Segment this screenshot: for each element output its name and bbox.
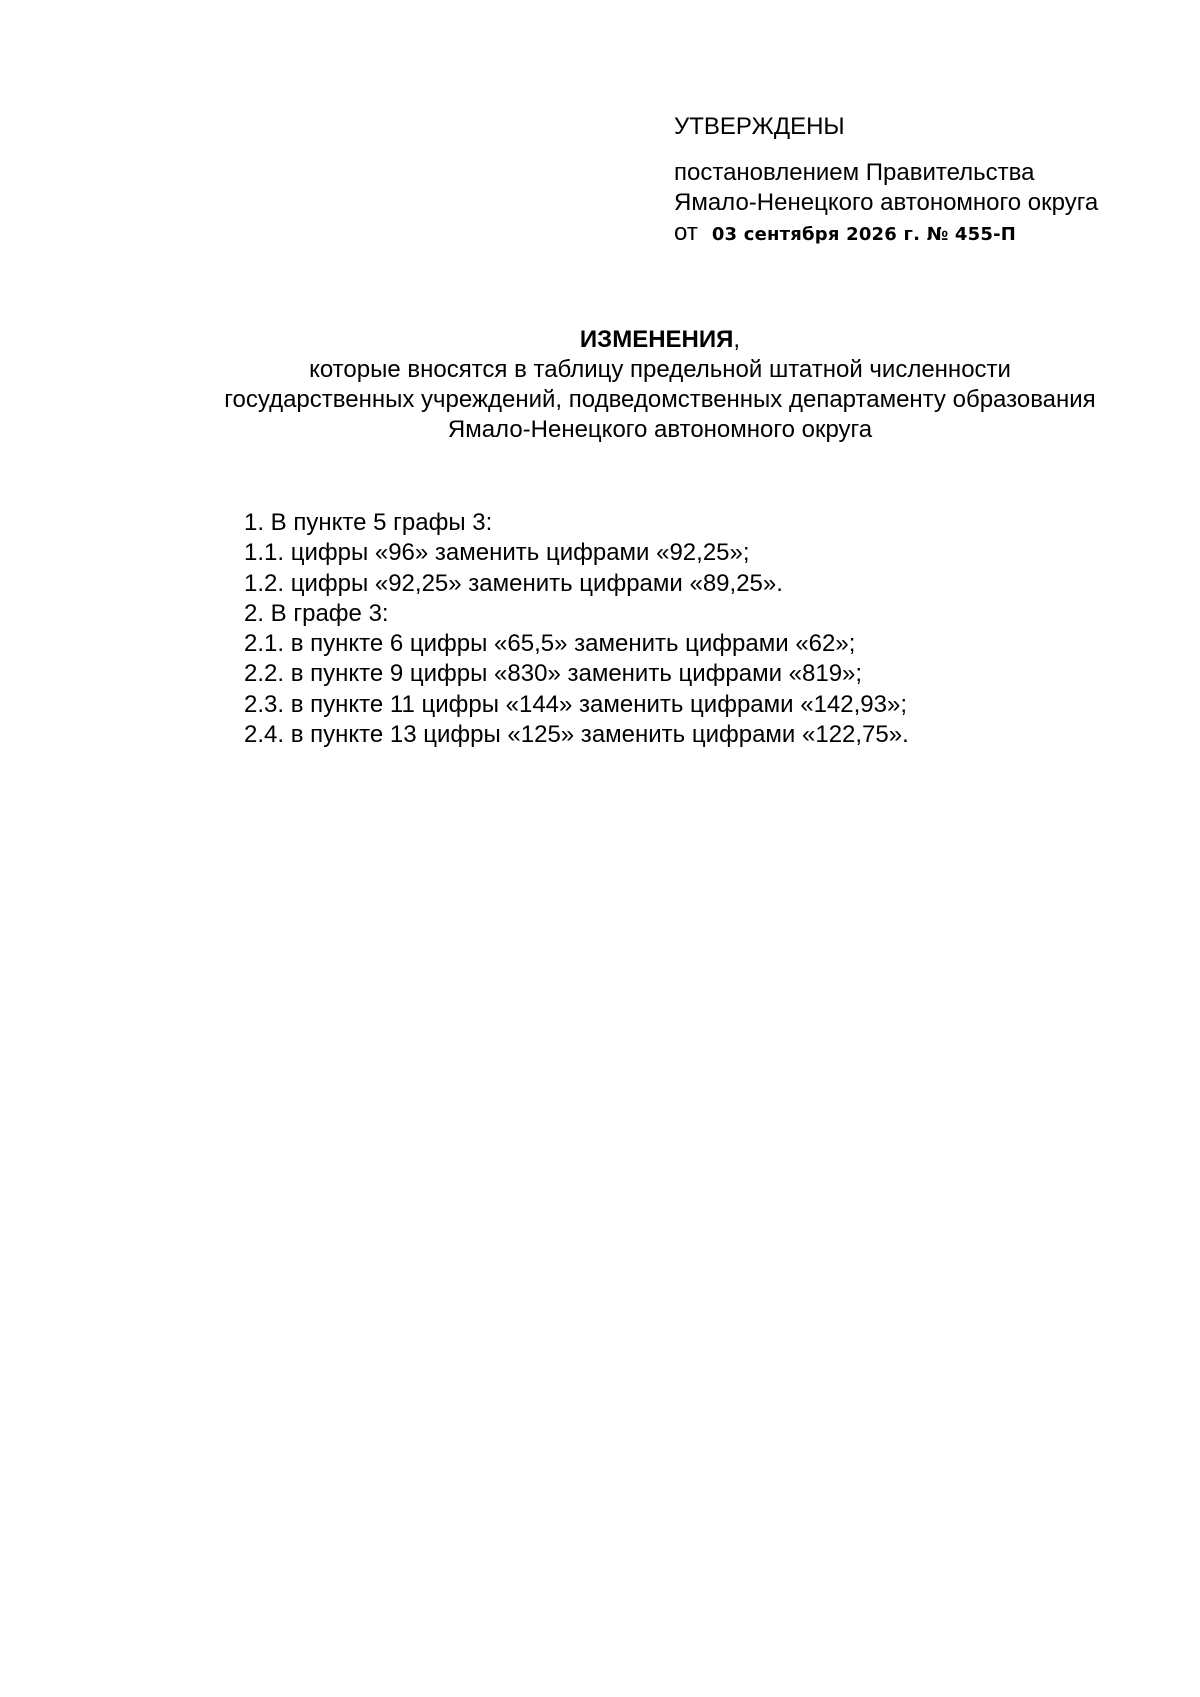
- approval-date-prefix: от: [674, 219, 698, 246]
- document-title: [0, 325, 1200, 355]
- amendment-item: 1.2. цифры «92,25» заменить цифрами «89,25».: [244, 569, 783, 597]
- amendment-item: 1. В пункте 5 графы 3:: [244, 509, 493, 536]
- approval-date-stamp: 03 сентября 2026 г. № 455-П: [711, 224, 1017, 245]
- approval-heading: УТВЕРЖДЕНЫ: [674, 113, 845, 140]
- approval-block: [674, 112, 1174, 250]
- amendment-item: 2. В графе 3:: [244, 599, 389, 627]
- amendment-item: 2.2. в пункте 9 цифры «830» заменить цифрами «819»;: [244, 660, 863, 688]
- amendment-item: 2.4. в пункте 13 цифры «125» заменить цифрами «122,75».: [244, 721, 909, 749]
- document-subtitle-line-2: государственных учреждений, подведомственных департаменту образования: [224, 386, 1096, 413]
- document-subtitle-line-1: которые вносятся в таблицу предельной штатной численности: [309, 356, 1011, 383]
- amendment-item: 1.1. цифры «96» заменить цифрами «92,25»;: [244, 539, 750, 567]
- amendments-list: [244, 508, 1144, 750]
- document-title-main: ИЗМЕНЕНИЯ: [579, 326, 734, 353]
- approval-date-line: [674, 218, 1174, 250]
- amendment-item: 2.1. в пункте 6 цифры «65,5» заменить цифрами «62»;: [244, 630, 856, 658]
- document-title-comma: ,: [733, 326, 741, 353]
- approval-line-2: Ямало-Ненецкого автономного округа: [674, 189, 1099, 216]
- title-block: [0, 325, 1200, 445]
- amendment-item: 2.3. в пункте 11 цифры «144» заменить цифрами «142,93»;: [244, 690, 907, 718]
- approval-line-1: постановлением Правительства: [674, 159, 1035, 186]
- document-subtitle-line-3: Ямало-Ненецкого автономного округа: [447, 416, 873, 443]
